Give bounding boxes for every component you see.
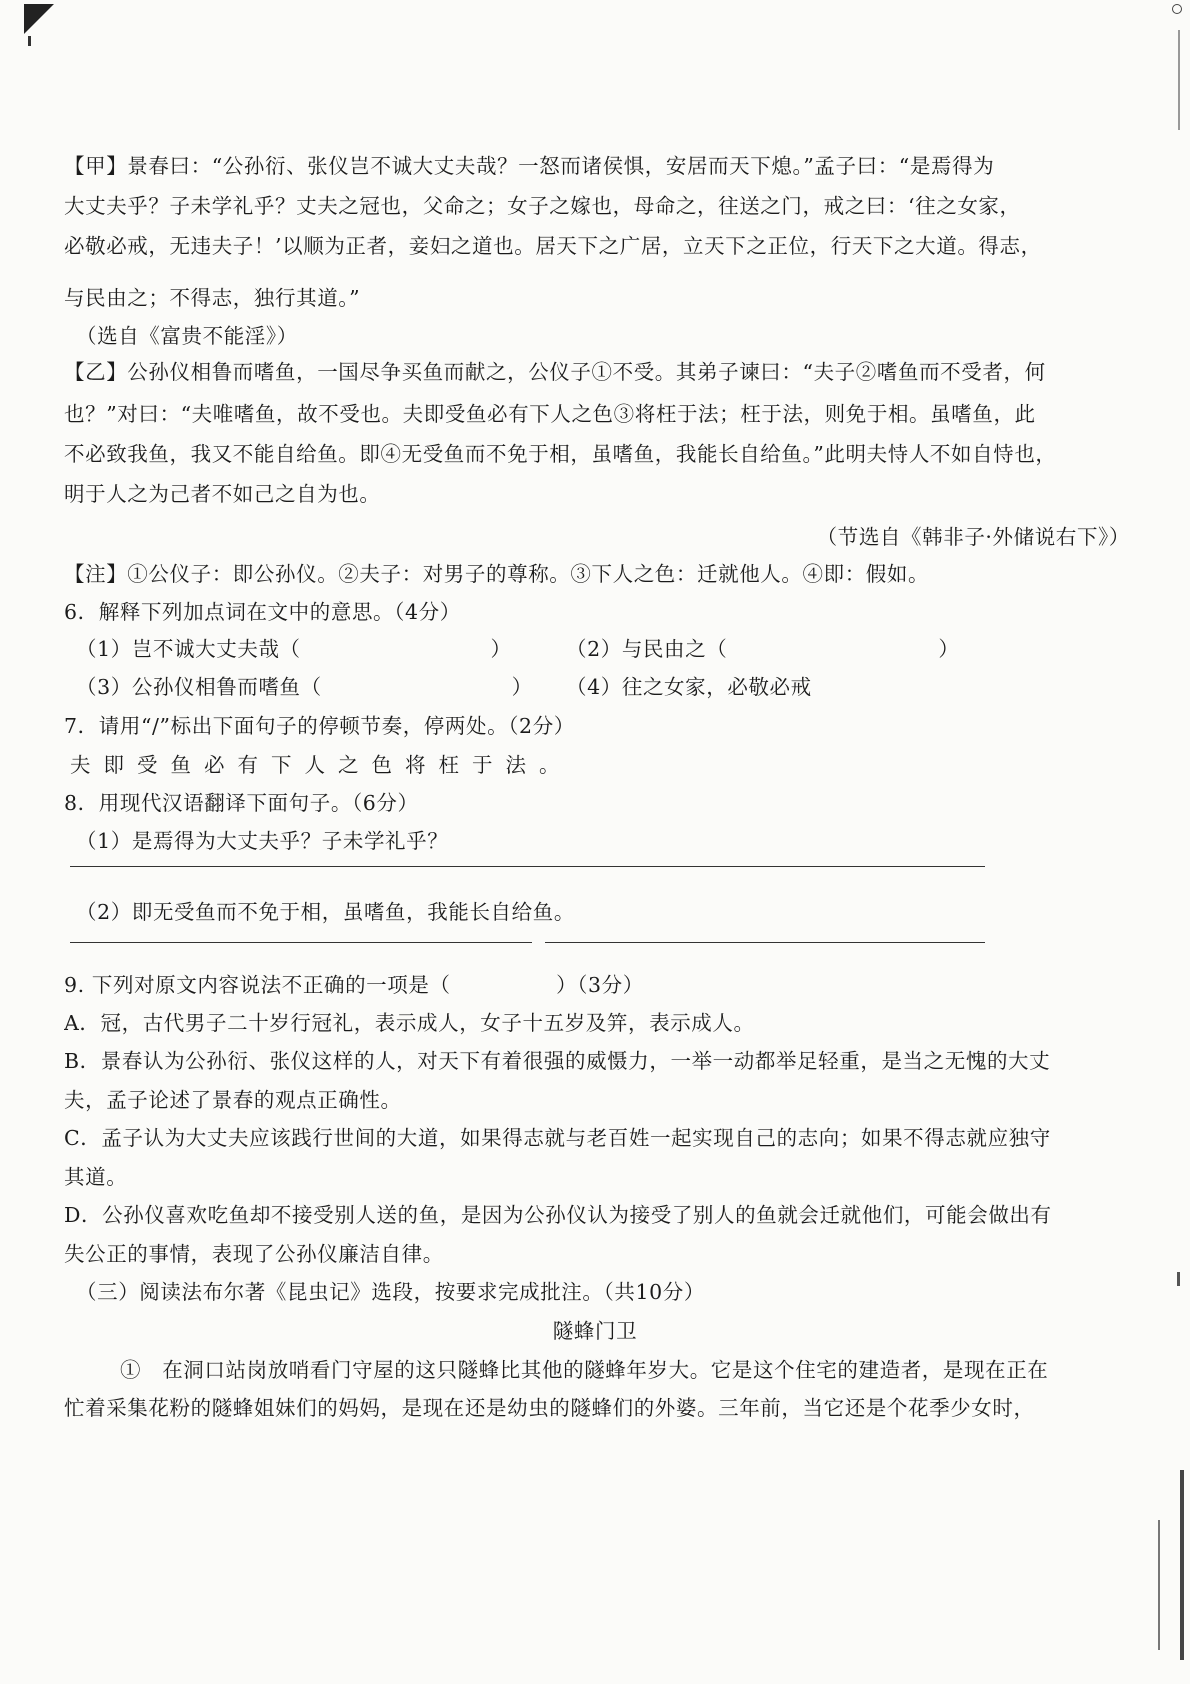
scan-edge-dot	[1172, 4, 1182, 14]
q9-option-c-line-2: 其道。	[64, 1165, 128, 1189]
passage-jia-source: （选自《富贵不能淫》）	[76, 324, 298, 348]
scan-margin-tick	[1177, 1272, 1180, 1286]
passage-jia-line-1: 【甲】景春曰：“公孙衍、张仪岂不诚大丈夫哉？一怒而诸侯惧，安居而天下熄。”孟子曰：“是焉得为	[64, 154, 995, 178]
passage-jia-line-3: 必敬必戒，无违夫子！’以顺为正者，妾妇之道也。居天下之广居，立天下之正位，行天下之大道。得志，	[64, 234, 1042, 258]
q9-option-b-line-2: 夫，孟子论述了景春的观点正确性。	[64, 1088, 402, 1112]
section-3-heading: （三）阅读法布尔著《昆虫记》选段，按要求完成批注。（共10分）	[76, 1280, 705, 1304]
passage-jia-line-2: 大丈夫乎？子未学礼乎？丈夫之冠也，父命之；女子之嫁也，母命之，往送之门，戒之曰：‘往之女家，	[64, 194, 1021, 218]
notes: 【注】①公仪子：即公孙仪。②夫子：对男子的尊称。③下人之色：迁就他人。④即：假如。	[64, 562, 930, 586]
q9-option-a: A．冠，古代男子二十岁行冠礼，表示成人，女子十五岁及笄，表示成人。	[64, 1011, 755, 1035]
q8-answer-line-2a[interactable]	[70, 942, 532, 943]
section-3-para-line-1: ① 在洞口站岗放哨看门守屋的这只隧蜂比其他的隧蜂年岁大。它是这个住宅的建造者，是现在正在	[120, 1358, 1049, 1382]
section-3-title: 隧蜂门卫	[552, 1319, 638, 1343]
passage-jia-line-4: 与民由之；不得志，独行其道。”	[64, 286, 361, 310]
q6-item-3: （3）公孙仪相鲁而嗜鱼（ ）	[76, 675, 533, 699]
q7-sentence: 夫即受鱼必有下人之色将枉于法。	[70, 753, 573, 777]
q6-item-2: （2）与民由之（ ）	[566, 637, 960, 661]
passage-yi-source: （节选自《韩非子·外储说右下》）	[816, 525, 1130, 549]
q9-option-d-line-1: D．公孙仪喜欢吃鱼却不接受别人送的鱼，是因为公孙仪认为接受了别人的鱼就会迁就他们，可能会做出有	[64, 1203, 1052, 1227]
q6-item-4: （4）往之女家，必敬必戒	[566, 675, 812, 699]
q8-item-2: （2）即无受鱼而不免于相，虽嗜鱼，我能长自给鱼。	[76, 900, 575, 924]
q8-item-1: （1）是焉得为大丈夫乎？子未学礼乎？	[76, 829, 449, 853]
scan-right-edge	[1180, 1470, 1184, 1660]
passage-yi-line-1: 【乙】公孙仪相鲁而嗜鱼，一国尽争买鱼而献之，公仪子①不受。其弟子谏曰：“夫子②嗜鱼而不受者，何	[64, 360, 1046, 384]
q6-title: 6．解释下列加点词在文中的意思。（4分）	[64, 600, 461, 624]
scan-corner-tick	[28, 36, 31, 46]
scan-edge-bar	[1178, 30, 1180, 130]
q8-title: 8．用现代汉语翻译下面句子。（6分）	[64, 791, 419, 815]
section-3-para-line-2: 忙着采集花粉的隧蜂姐妹们的妈妈，是现在还是幼虫的隧蜂们的外婆。三年前，当它还是个花季少女时，	[64, 1396, 1035, 1420]
q8-answer-line-1[interactable]	[70, 866, 985, 867]
q9-option-d-line-2: 失公正的事情，表现了公孙仪廉洁自律。	[64, 1242, 444, 1266]
q8-answer-line-2b[interactable]	[545, 942, 985, 943]
scan-corner-mark	[24, 4, 64, 38]
q9-option-b-line-1: B．景春认为公孙衍、张仪这样的人，对天下有着很强的威慑力，一举一动都举足轻重，是当之无愧的大丈	[64, 1049, 1051, 1073]
scan-right-edge-inner	[1158, 1520, 1160, 1650]
q7-title: 7．请用“/”标出下面句子的停顿节奏，停两处。（2分）	[64, 714, 575, 738]
passage-yi-line-3: 不必致我鱼，我又不能自给鱼。即④无受鱼而不免于相，虽嗜鱼，我能长自给鱼。”此明夫恃人不如自恃也，	[64, 442, 1057, 466]
passage-yi-line-2: 也？”对曰：“夫唯嗜鱼，故不受也。夫即受鱼必有下人之色③将枉于法；枉于法，则免于相。虽嗜鱼，此	[64, 402, 1036, 426]
q9-title: 9. 下列对原文内容说法不正确的一项是（ ）（3分）	[64, 973, 644, 997]
passage-yi-line-4: 明于人之为己者不如己之自为也。	[64, 482, 381, 506]
q6-item-1: （1）岂不诚大丈夫哉（ ）	[76, 637, 512, 661]
q9-option-c-line-1: C．孟子认为大丈夫应该践行世间的大道，如果得志就与老百姓一起实现自己的志向；如果不得志就应独守	[64, 1126, 1051, 1150]
